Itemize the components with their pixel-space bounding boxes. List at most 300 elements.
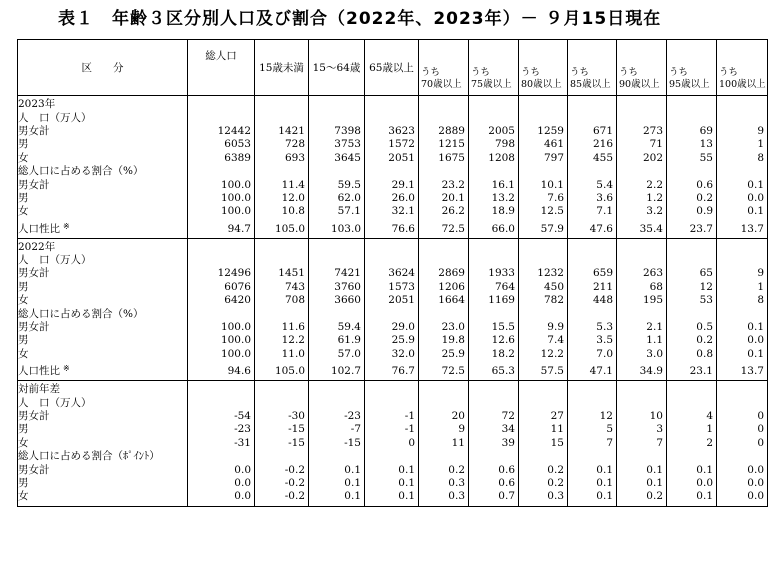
cell-value: 10.8: [255, 205, 309, 218]
cell-value: [568, 450, 617, 463]
cell-value: 0.5: [667, 321, 717, 334]
cell-value: 26.0: [365, 192, 419, 205]
cell-value: 57.9: [519, 219, 568, 239]
cell-value: 100.0: [188, 334, 255, 347]
cell-value: 0.1: [309, 463, 365, 476]
cell-value: 0.0: [717, 192, 768, 205]
table-row: [18, 463, 768, 476]
cell-value: [419, 307, 469, 320]
cell-value: [469, 111, 519, 124]
cell-value: [568, 396, 617, 409]
row-label: [18, 281, 188, 294]
cell-value: 211: [568, 281, 617, 294]
cell-value: [469, 307, 519, 320]
cell-value: 32.1: [365, 205, 419, 218]
cell-value: [255, 396, 309, 409]
cell-value: [255, 165, 309, 178]
cell-value: 1169: [469, 294, 519, 307]
cell-value: [667, 254, 717, 267]
row-label: [18, 111, 188, 124]
cell-value: [309, 307, 365, 320]
cell-value: [667, 165, 717, 178]
cell-value: 3.2: [617, 205, 667, 218]
row-label-text: 人 口（万人）: [18, 254, 92, 267]
cell-value: [419, 111, 469, 124]
cell-value: 65: [667, 267, 717, 280]
cell-value: 20: [419, 410, 469, 423]
cell-value: 12.5: [519, 205, 568, 218]
cell-value: 10: [617, 410, 667, 423]
table-row: [18, 281, 768, 294]
cell-value: 0: [717, 423, 768, 436]
cell-value: [365, 450, 419, 463]
cell-value: [568, 238, 617, 254]
cell-value: 6389: [188, 152, 255, 165]
cell-value: [255, 450, 309, 463]
row-label: [18, 423, 188, 436]
row-label: [18, 267, 188, 280]
cell-value: [717, 238, 768, 254]
cell-value: 1664: [419, 294, 469, 307]
cell-value: 0.1: [568, 490, 617, 506]
cell-value: 55: [667, 152, 717, 165]
cell-value: 59.5: [309, 178, 365, 191]
cell-value: 71: [617, 138, 667, 151]
table-row: [18, 267, 768, 280]
header-over70: うち 70歳以上: [419, 40, 469, 96]
cell-value: [188, 254, 255, 267]
cell-value: 2051: [365, 294, 419, 307]
cell-value: [365, 96, 419, 112]
row-label: [18, 490, 188, 506]
cell-value: 1572: [365, 138, 419, 151]
cell-value: [469, 450, 519, 463]
cell-value: 0.1: [568, 463, 617, 476]
cell-value: 0.0: [188, 490, 255, 506]
cell-value: 12.0: [255, 192, 309, 205]
cell-value: 9: [419, 423, 469, 436]
table-row: [18, 125, 768, 138]
cell-value: 0.0: [717, 463, 768, 476]
table-row: [18, 423, 768, 436]
cell-value: 7.1: [568, 205, 617, 218]
cell-value: 0.7: [469, 490, 519, 506]
note-mark: ※: [63, 364, 70, 374]
group-label-row: [18, 165, 768, 178]
cell-value: -23: [188, 423, 255, 436]
cell-value: [667, 96, 717, 112]
cell-value: 13.7: [717, 219, 768, 239]
cell-value: [519, 450, 568, 463]
cell-value: 102.7: [309, 361, 365, 381]
cell-value: [255, 111, 309, 124]
cell-value: 76.6: [365, 219, 419, 239]
sex-ratio-row: [18, 361, 768, 381]
header-over90: うち 90歳以上: [617, 40, 667, 96]
header-over85: うち 85歳以上: [568, 40, 617, 96]
cell-value: [309, 238, 365, 254]
cell-value: [568, 165, 617, 178]
section-2022: [18, 238, 768, 381]
cell-value: [519, 238, 568, 254]
cell-value: -30: [255, 410, 309, 423]
cell-value: [717, 307, 768, 320]
cell-value: 13.7: [717, 361, 768, 381]
cell-value: 7.0: [568, 348, 617, 361]
cell-value: 15.5: [469, 321, 519, 334]
row-label-text: 女: [18, 490, 29, 503]
cell-value: 0.2: [667, 192, 717, 205]
cell-value: [419, 165, 469, 178]
cell-value: 0.3: [519, 490, 568, 506]
cell-value: 1.1: [617, 334, 667, 347]
cell-value: [519, 111, 568, 124]
table-row: [18, 410, 768, 423]
cell-value: 6420: [188, 294, 255, 307]
cell-value: 12.2: [519, 348, 568, 361]
cell-value: 72.5: [419, 361, 469, 381]
cell-value: [717, 165, 768, 178]
cell-value: 743: [255, 281, 309, 294]
cell-value: [365, 307, 419, 320]
table-row: [18, 321, 768, 334]
group-label-row: [18, 111, 768, 124]
cell-value: 13: [667, 138, 717, 151]
row-label: [18, 238, 188, 254]
cell-value: -0.2: [255, 477, 309, 490]
row-label-text: 男女計: [18, 178, 50, 191]
cell-value: 66.0: [469, 219, 519, 239]
cell-value: [469, 96, 519, 112]
cell-value: [568, 381, 617, 397]
cell-value: 7: [568, 437, 617, 450]
cell-value: 0.1: [365, 477, 419, 490]
cell-value: -0.2: [255, 463, 309, 476]
cell-value: [519, 165, 568, 178]
cell-value: 26.2: [419, 205, 469, 218]
row-label-text: 人 口（万人）: [18, 396, 92, 409]
cell-value: 2.2: [617, 178, 667, 191]
row-label: [18, 205, 188, 218]
row-label-text: 男女計: [18, 463, 50, 476]
cell-value: 16.1: [469, 178, 519, 191]
cell-value: 9: [717, 267, 768, 280]
cell-value: 1573: [365, 281, 419, 294]
cell-value: 2051: [365, 152, 419, 165]
cell-value: [309, 396, 365, 409]
cell-value: [469, 254, 519, 267]
cell-value: 34: [469, 423, 519, 436]
cell-value: 2: [667, 437, 717, 450]
row-label: [18, 254, 188, 267]
cell-value: 0.3: [419, 477, 469, 490]
row-label: [18, 96, 188, 112]
cell-value: [568, 111, 617, 124]
cell-value: 3753: [309, 138, 365, 151]
cell-value: 19.8: [419, 334, 469, 347]
row-label-text: 男: [18, 138, 29, 151]
cell-value: -15: [255, 437, 309, 450]
cell-value: 100.0: [188, 178, 255, 191]
cell-value: 100.0: [188, 205, 255, 218]
cell-value: 3.0: [617, 348, 667, 361]
row-label: [18, 463, 188, 476]
cell-value: 105.0: [255, 361, 309, 381]
cell-value: -1: [365, 410, 419, 423]
cell-value: 7398: [309, 125, 365, 138]
cell-value: -54: [188, 410, 255, 423]
cell-value: 6053: [188, 138, 255, 151]
cell-value: 65.3: [469, 361, 519, 381]
cell-value: 1: [717, 138, 768, 151]
population-table: [17, 39, 768, 507]
cell-value: [365, 381, 419, 397]
cell-value: [309, 96, 365, 112]
row-label: [18, 307, 188, 320]
cell-value: 11.0: [255, 348, 309, 361]
section-heading-row: [18, 381, 768, 397]
cell-value: 7.6: [519, 192, 568, 205]
header-over80: うち 80歳以上: [519, 40, 568, 96]
cell-value: 450: [519, 281, 568, 294]
cell-value: 3: [617, 423, 667, 436]
cell-value: 0.0: [667, 477, 717, 490]
cell-value: 29.1: [365, 178, 419, 191]
row-label-text: 女: [18, 294, 29, 307]
table-row: [18, 294, 768, 307]
cell-value: 39: [469, 437, 519, 450]
cell-value: 1259: [519, 125, 568, 138]
row-label: [18, 361, 188, 381]
cell-value: 3.5: [568, 334, 617, 347]
row-label-text: 男: [18, 423, 29, 436]
cell-value: [255, 381, 309, 397]
cell-value: 0.1: [365, 463, 419, 476]
row-label-text: 人 口（万人）: [18, 111, 92, 124]
cell-value: 11: [519, 423, 568, 436]
cell-value: 94.6: [188, 361, 255, 381]
cell-value: [717, 396, 768, 409]
cell-value: 7421: [309, 267, 365, 280]
row-label: [18, 192, 188, 205]
cell-value: 1: [717, 281, 768, 294]
cell-value: 94.7: [188, 219, 255, 239]
cell-value: 0.1: [309, 490, 365, 506]
cell-value: [717, 450, 768, 463]
cell-value: [309, 254, 365, 267]
row-label: [18, 219, 188, 239]
cell-value: 0.1: [667, 490, 717, 506]
cell-value: [617, 165, 667, 178]
cell-value: [309, 450, 365, 463]
cell-value: [188, 396, 255, 409]
cell-value: 0.3: [419, 490, 469, 506]
cell-value: 0.6: [469, 477, 519, 490]
cell-value: 1208: [469, 152, 519, 165]
row-label-text: 対前年差: [18, 383, 60, 396]
cell-value: 0.6: [667, 178, 717, 191]
cell-value: [255, 96, 309, 112]
row-label-text: 男: [18, 280, 29, 293]
table-row: [18, 334, 768, 347]
cell-value: 25.9: [419, 348, 469, 361]
cell-value: 69: [667, 125, 717, 138]
cell-value: [365, 396, 419, 409]
table-row: [18, 138, 768, 151]
cell-value: 1.2: [617, 192, 667, 205]
row-label-text: 2023年: [18, 98, 56, 111]
cell-value: 53: [667, 294, 717, 307]
cell-value: 455: [568, 152, 617, 165]
cell-value: 23.0: [419, 321, 469, 334]
cell-value: 0.1: [309, 477, 365, 490]
cell-value: 693: [255, 152, 309, 165]
table-row: [18, 477, 768, 490]
cell-value: [419, 96, 469, 112]
cell-value: 1675: [419, 152, 469, 165]
cell-value: 671: [568, 125, 617, 138]
row-label: [18, 178, 188, 191]
cell-value: [469, 396, 519, 409]
cell-value: 0.2: [519, 477, 568, 490]
cell-value: 728: [255, 138, 309, 151]
row-label-text: 女: [18, 347, 29, 360]
cell-value: 0.1: [717, 178, 768, 191]
cell-value: 18.9: [469, 205, 519, 218]
row-label: [18, 348, 188, 361]
cell-value: [568, 96, 617, 112]
row-label-text: 男: [18, 334, 29, 347]
cell-value: [519, 396, 568, 409]
cell-value: 0.0: [717, 334, 768, 347]
cell-value: [469, 238, 519, 254]
cell-value: [667, 307, 717, 320]
cell-value: 23.1: [667, 361, 717, 381]
cell-value: [617, 450, 667, 463]
cell-value: 12: [568, 410, 617, 423]
row-label-text: 女: [18, 436, 29, 449]
cell-value: [717, 111, 768, 124]
cell-value: 461: [519, 138, 568, 151]
row-label-text: 人口性比: [18, 365, 60, 378]
row-label-text: 2022年: [18, 240, 56, 253]
table-row: [18, 152, 768, 165]
cell-value: [617, 254, 667, 267]
group-label-row: [18, 396, 768, 409]
cell-value: 3623: [365, 125, 419, 138]
cell-value: 5.4: [568, 178, 617, 191]
group-label-row: [18, 450, 768, 463]
cell-value: 0.2: [617, 490, 667, 506]
row-label-text: 総人口に占める割合（%）: [18, 307, 144, 320]
cell-value: [188, 111, 255, 124]
row-label-text: 女: [18, 205, 29, 218]
cell-value: [365, 238, 419, 254]
cell-value: [519, 254, 568, 267]
cell-value: 273: [617, 125, 667, 138]
cell-value: -15: [255, 423, 309, 436]
table-header: [18, 40, 768, 96]
cell-value: 76.7: [365, 361, 419, 381]
cell-value: 2005: [469, 125, 519, 138]
cell-value: 8: [717, 294, 768, 307]
cell-value: 25.9: [365, 334, 419, 347]
header-15-64: 15～64歳: [309, 40, 365, 96]
row-label: [18, 477, 188, 490]
cell-value: [188, 307, 255, 320]
row-label-text: 男: [18, 191, 29, 204]
cell-value: 3660: [309, 294, 365, 307]
cell-value: 0.1: [717, 348, 768, 361]
cell-value: 12496: [188, 267, 255, 280]
row-label-text: 男女計: [18, 267, 50, 280]
cell-value: 764: [469, 281, 519, 294]
cell-value: [667, 396, 717, 409]
cell-value: 5.3: [568, 321, 617, 334]
cell-value: [365, 254, 419, 267]
cell-value: 0.2: [667, 334, 717, 347]
cell-value: 0.9: [667, 205, 717, 218]
cell-value: 448: [568, 294, 617, 307]
cell-value: 35.4: [617, 219, 667, 239]
cell-value: 0: [717, 437, 768, 450]
cell-value: 11.4: [255, 178, 309, 191]
cell-value: 12: [667, 281, 717, 294]
header-over65: 65歳以上: [365, 40, 419, 96]
cell-value: 0.0: [188, 463, 255, 476]
cell-value: -23: [309, 410, 365, 423]
section-diff: [18, 381, 768, 507]
cell-value: 20.1: [419, 192, 469, 205]
row-label: [18, 138, 188, 151]
row-label: [18, 152, 188, 165]
cell-value: 1206: [419, 281, 469, 294]
cell-value: 0.2: [519, 463, 568, 476]
row-label-text: 女: [18, 151, 29, 164]
cell-value: 7: [617, 437, 667, 450]
cell-value: 15: [519, 437, 568, 450]
cell-value: 0.0: [717, 477, 768, 490]
row-label: [18, 410, 188, 423]
cell-value: 23.7: [667, 219, 717, 239]
row-label: [18, 396, 188, 409]
cell-value: [519, 381, 568, 397]
cell-value: [617, 396, 667, 409]
cell-value: 0.8: [667, 348, 717, 361]
table-row: [18, 178, 768, 191]
row-label-text: 男女計: [18, 410, 50, 422]
cell-value: [519, 96, 568, 112]
cell-value: 12.6: [469, 334, 519, 347]
cell-value: 0.0: [717, 490, 768, 506]
cell-value: [667, 381, 717, 397]
cell-value: 6076: [188, 281, 255, 294]
header-over100: うち 100歳以上: [717, 40, 768, 96]
cell-value: [667, 111, 717, 124]
cell-value: [617, 381, 667, 397]
cell-value: 10.1: [519, 178, 568, 191]
row-label: [18, 334, 188, 347]
cell-value: [469, 165, 519, 178]
cell-value: 4: [667, 410, 717, 423]
table-row: [18, 490, 768, 506]
cell-value: 0.1: [617, 463, 667, 476]
cell-value: 0: [717, 410, 768, 423]
cell-value: 13.2: [469, 192, 519, 205]
cell-value: [617, 96, 667, 112]
cell-value: 0.6: [469, 463, 519, 476]
row-label: [18, 165, 188, 178]
